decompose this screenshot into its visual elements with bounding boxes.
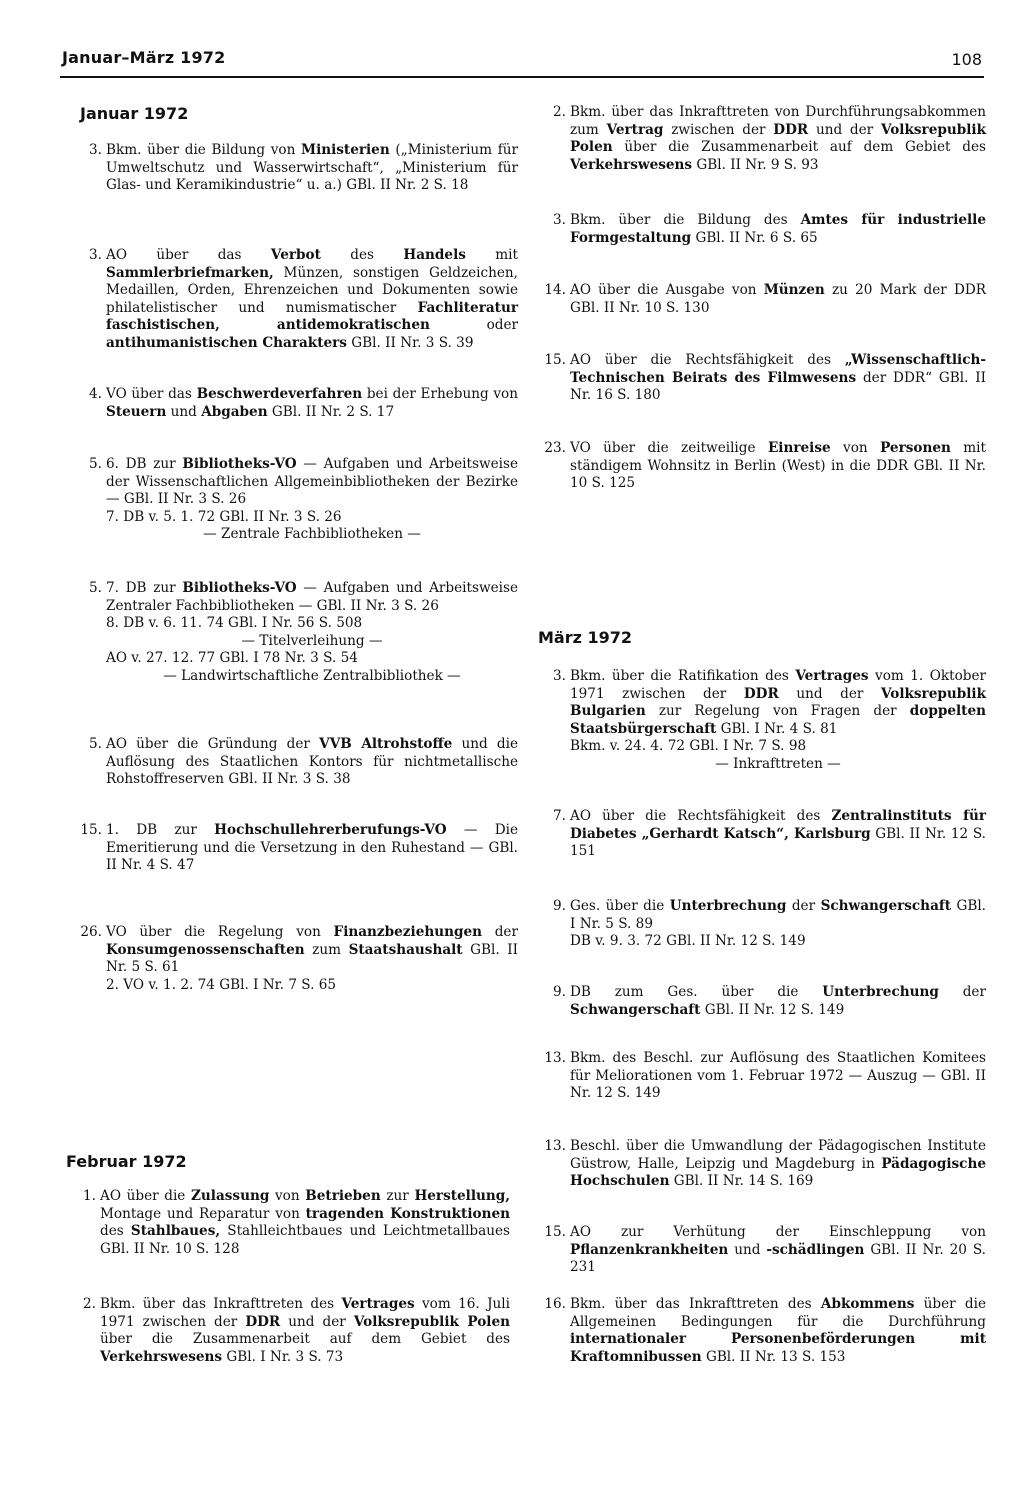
page-number: 108	[951, 50, 982, 69]
entry-text-span: und	[166, 403, 202, 420]
entry-text-span: — Die Emeritierung und die Versetzung in den Ruhestand — GBl. II Nr. 4 S. 47	[106, 822, 518, 874]
entry-text-span: bei der Erhebung von	[362, 386, 518, 402]
register-entry	[530, 282, 986, 317]
entry-text-span: der	[482, 924, 518, 940]
register-entry	[530, 352, 986, 405]
entry-keyword: Handels	[403, 247, 466, 263]
entry-text	[106, 247, 518, 353]
entry-keyword: Sammlerbriefmarken,	[106, 264, 274, 281]
entry-keyword: Vertrag	[606, 121, 664, 138]
entry-keyword: Verbot	[270, 247, 321, 263]
entry-note: — Zentrale Fachbibliotheken —	[203, 526, 421, 543]
entry-keyword: Vertrages	[341, 1296, 415, 1312]
entry-text	[106, 822, 518, 875]
entry-text-span: vom 1. Oktober 1971 zwischen der	[570, 668, 986, 702]
entry-text-span: GBl. II Nr. 6 S. 65	[691, 229, 818, 246]
register-entry	[530, 1296, 986, 1366]
entry-text-span: oder	[429, 317, 518, 334]
entry-keyword: Herstellung,	[414, 1188, 511, 1204]
entry-text-span: GBl. II Nr. 3 S. 39	[346, 334, 474, 351]
entry-keyword: Stahlbaues,	[130, 1223, 221, 1240]
entry-text-span: zwischen der	[663, 121, 774, 138]
entry-text-span: GBl. II Nr. 13 S. 153	[701, 1348, 846, 1365]
entry-keyword: Betrieben	[305, 1188, 381, 1204]
entry-keyword: Einreise	[767, 440, 831, 456]
entry-amendment: — Landwirtschaftliche Zentralbibliothek —	[163, 667, 461, 684]
entry-text-span: des	[100, 1223, 131, 1240]
entry-day: 15.	[544, 352, 566, 368]
entry-amendment: AO v. 27. 12. 77 GBl. I 78 Nr. 3 S. 54	[106, 650, 358, 667]
month-heading-januar: Januar 1972	[80, 104, 189, 123]
entry-text-span: AO über das	[106, 247, 271, 263]
entry-text-span: der	[786, 898, 821, 914]
entry-text-span: AO über die Ausgabe von	[570, 282, 764, 298]
entry-text-span: GBl. I Nr. 5 S. 89	[570, 898, 987, 932]
entry-text-span: und	[728, 1241, 767, 1258]
month-heading-maerz: März 1972	[538, 628, 633, 647]
month-heading-februar: Februar 1972	[66, 1152, 187, 1171]
entry-text-span: über die Zusammenarbeit auf dem Gebiet des	[100, 1331, 510, 1348]
register-entry	[66, 142, 518, 195]
entry-text	[106, 924, 518, 994]
entry-text-span: und der	[280, 1313, 354, 1330]
entry-text-span: von	[830, 440, 881, 456]
register-entry	[66, 736, 518, 789]
entry-text	[106, 386, 518, 421]
date-range-title: Januar–März 1972	[62, 48, 226, 67]
entry-text-span: GBl. I Nr. 4 S. 81	[716, 720, 838, 737]
entry-keyword: Zentralinstituts für Diabetes „Gerhardt Katsch“, Karlsburg	[570, 808, 986, 842]
register-entry	[66, 924, 518, 994]
entry-keyword: doppelten Staatsbürgerschaft	[570, 703, 986, 737]
register-entry	[530, 1050, 986, 1103]
entry-text-span: der DDR“ GBl. II Nr. 16 S. 180	[570, 369, 986, 404]
entry-keyword: Schwangerschaft	[570, 1001, 701, 1018]
entry-day: 1.	[83, 1188, 96, 1204]
entry-amendment: DB v. 9. 3. 72 GBl. II Nr. 12 S. 149	[570, 933, 806, 950]
entry-text-span: Bkm. über die Bildung des	[570, 212, 801, 228]
entry-text-span: AO über die	[100, 1188, 191, 1204]
entry-text-span: GBl. II Nr. 2 S. 17	[267, 403, 395, 420]
entry-day: 3.	[553, 668, 566, 684]
entry-keyword: -schädlingen	[766, 1241, 865, 1258]
entry-text-span: VO über die zeitweilige	[570, 440, 768, 456]
entry-keyword: Beschwerdeverfahren	[196, 386, 363, 402]
entry-text-span: und der	[808, 121, 881, 138]
entry-text-span: 6. DB zur	[106, 456, 183, 472]
entry-text-span: — Aufgaben und Arbeitsweise der Wissenschaftlichen Allgemeinbibliotheken der Bezirke — GBl. II Nr. 3 S. 26	[106, 456, 518, 508]
entry-text	[106, 736, 518, 789]
entry-text-span: Stahlleichtbaues und Leichtmetallbaues GBl. II Nr. 10 S. 128	[100, 1223, 511, 1257]
entry-text-span: zur	[380, 1188, 415, 1204]
entry-keyword: Bibliotheks-VO	[182, 580, 297, 596]
entry-day: 3.	[553, 212, 566, 228]
page-header	[60, 46, 984, 78]
entry-day: 15.	[80, 822, 102, 838]
entry-day: 5.	[89, 580, 102, 596]
register-entry	[60, 1296, 510, 1366]
entry-day: 26.	[80, 924, 102, 940]
entry-text-span: Bkm. über das Inkrafttreten von Durchführungsabkommen zum	[570, 104, 986, 138]
entry-text-span: AO über die Rechtsfähigkeit des	[570, 352, 845, 368]
entry-text-span: über die Allgemeinen Bedingungen für die Durchführung	[570, 1296, 986, 1330]
entry-text-span: AO über die Gründung der	[106, 736, 320, 752]
entry-text	[106, 456, 518, 544]
entry-text-span: AO über die Rechtsfähigkeit des	[570, 808, 832, 824]
entry-keyword: Volksrepublik Polen	[570, 121, 986, 156]
register-entry	[530, 668, 986, 774]
entry-amendment: 2. VO v. 1. 2. 74 GBl. I Nr. 7 S. 65	[106, 976, 337, 993]
entry-keyword: Ministerien	[301, 142, 390, 158]
entry-text-span: Ges. über die	[570, 898, 670, 914]
entry-day: 3.	[89, 247, 102, 263]
entry-text-span: GBl. I Nr. 3 S. 73	[222, 1348, 344, 1365]
entry-keyword: Fachliteratur faschistischen, antidemokratischen	[106, 299, 518, 334]
entry-keyword: Abkommens	[820, 1296, 915, 1312]
entry-day: 5.	[89, 736, 102, 752]
entry-keyword: Verkehrswesens	[570, 156, 693, 173]
entry-day: 4.	[89, 386, 102, 402]
register-entry	[530, 104, 986, 174]
entry-text	[570, 352, 986, 405]
entry-text-span: Bkm. des Beschl. zur Auflösung des Staatlichen Komitees für Meliorationen vom 1. Februar 1972 — Auszug — GBl. II Nr. 12 S. 149	[570, 1050, 986, 1102]
entry-day: 3.	[89, 142, 102, 158]
entry-day: 13.	[544, 1050, 566, 1066]
entry-day: 23.	[544, 440, 566, 456]
entry-text	[570, 808, 986, 861]
entry-text	[570, 282, 986, 317]
entry-text-span: GBl. II Nr. 9 S. 93	[692, 156, 819, 173]
entry-text-span: des	[320, 247, 404, 263]
entry-text-span: mit	[465, 247, 518, 263]
entry-text	[570, 440, 986, 493]
entry-day: 13.	[544, 1138, 566, 1154]
entry-keyword: Personen	[880, 440, 951, 456]
entry-text-span: 7. DB zur	[106, 580, 183, 596]
entry-text-span: Bkm. über das Inkrafttreten des	[100, 1296, 342, 1312]
register-entry	[530, 440, 986, 493]
entry-text-span: mit ständigem Wohnsitz in Berlin (West) in die DDR GBl. II Nr. 10 S. 125	[570, 440, 986, 492]
entry-day: 7.	[553, 808, 566, 824]
entry-text-span: Münzen, sonstigen Geldzeichen, Medaillen, Orden, Ehrenzeichen und Dokumenten sowie philatelistischer und numismatischer	[106, 264, 518, 316]
entry-text-span: der	[938, 984, 986, 1000]
entry-text	[100, 1296, 510, 1366]
entry-keyword: antihumanistischen Charakters	[106, 334, 347, 351]
entry-text	[570, 212, 986, 247]
entry-text	[570, 898, 986, 951]
entry-keyword: Unterbrechung	[669, 898, 787, 914]
entry-text	[570, 104, 986, 174]
entry-text	[570, 1224, 986, 1277]
entry-amendment: 8. DB v. 6. 11. 74 GBl. I Nr. 56 S. 508	[106, 615, 363, 632]
entry-text-span: GBl. II Nr. 12 S. 151	[570, 825, 986, 860]
register-entry	[530, 1138, 986, 1191]
entry-day: 14.	[544, 282, 566, 298]
entry-keyword: DDR	[773, 121, 809, 138]
entry-text-span: GBl. II Nr. 14 S. 169	[669, 1173, 814, 1190]
entry-keyword: Amtes für industrielle Formgestaltung	[570, 212, 986, 246]
entry-keyword: internationaler Personenbeförderungen mit Kraftomnibussen	[570, 1331, 986, 1365]
entry-text-span: AO zur Verhütung der Einschleppung von	[570, 1224, 986, 1240]
entry-day: 9.	[553, 898, 566, 914]
entry-text	[570, 668, 986, 774]
entry-note: — Inkrafttreten —	[715, 755, 841, 772]
entry-keyword: Volksrepublik Polen	[353, 1313, 511, 1330]
entry-text	[100, 1188, 510, 1258]
entry-day: 2.	[83, 1296, 96, 1312]
entry-text-span: GBl. II Nr. 12 S. 149	[700, 1001, 845, 1018]
entry-keyword: Schwangerschaft	[820, 898, 951, 914]
entry-keyword: Münzen	[763, 282, 825, 298]
register-entry	[66, 386, 518, 421]
entry-keyword: Steuern	[106, 403, 167, 420]
entry-text	[570, 984, 986, 1019]
entry-day: 15.	[544, 1224, 566, 1240]
entry-keyword: Abgaben	[201, 403, 268, 420]
entry-amendment: 7. DB v. 5. 1. 72 GBl. II Nr. 3 S. 26	[106, 508, 342, 525]
entry-text-span: GBl. II Nr. 5 S. 61	[106, 941, 519, 976]
entry-keyword: Hochschullehrerberufungs-VO	[214, 822, 447, 838]
entry-text-span: („Ministerium für Umweltschutz und Wasserwirtschaft“, „Ministerium für Glas- und Keramikindustrie“ u. a.) GBl. II Nr. 2 S. 18	[106, 142, 518, 194]
entry-text-span: von	[269, 1188, 306, 1204]
entry-keyword: VVB Altrohstoffe	[319, 736, 453, 752]
entry-amendment: Bkm. v. 24. 4. 72 GBl. I Nr. 7 S. 98	[570, 738, 807, 755]
entry-text-span: und die Auflösung des Staatlichen Kontors für nichtmetallische Rohstoffreserven GBl. II Nr. 3 S. 38	[106, 736, 518, 788]
entry-day: 2.	[553, 104, 566, 120]
entry-keyword: Finanzbeziehungen	[333, 924, 483, 940]
entry-text-span: über die Zusammenarbeit auf dem Gebiet des	[612, 139, 986, 156]
entry-text-span: zur Regelung von Fragen der	[645, 703, 910, 720]
register-entry	[66, 580, 518, 686]
entry-text	[570, 1296, 986, 1366]
entry-day: 16.	[544, 1296, 566, 1312]
entry-text-span: Bkm. über die Ratifikation des	[570, 668, 796, 684]
register-entry	[60, 1188, 510, 1258]
register-entry	[530, 898, 986, 951]
entry-day: 5.	[89, 456, 102, 472]
register-entry	[530, 808, 986, 861]
entry-text	[106, 142, 518, 195]
entry-keyword: Unterbrechung	[822, 984, 939, 1000]
entry-text-span: Beschl. über die Umwandlung der Pädagogischen Institute Güstrow, Halle, Leipzig und Magdeburg in	[570, 1138, 986, 1172]
entry-keyword: Pädagogische Hochschulen	[570, 1155, 986, 1190]
entry-text	[570, 1050, 986, 1103]
register-entry	[530, 984, 986, 1019]
entry-text-span: vom 16. Juli 1971 zwischen der	[100, 1296, 510, 1330]
entry-text-span: DB zum Ges. über die	[570, 984, 823, 1000]
entry-keyword: Staatshaushalt	[348, 941, 463, 958]
entry-text-span: GBl. II Nr. 20 S. 231	[570, 1241, 986, 1276]
entry-text	[570, 1138, 986, 1191]
entry-keyword: tragenden Konstruktionen	[305, 1205, 510, 1222]
entry-text-span: Bkm. über das Inkrafttreten des	[570, 1296, 821, 1312]
entry-text-span: zum	[304, 941, 349, 958]
register-entry	[66, 456, 518, 544]
entry-keyword: Pflanzenkrankheiten	[570, 1241, 729, 1258]
entry-keyword: Bibliotheks-VO	[182, 456, 297, 472]
register-entry	[530, 1224, 986, 1277]
entry-keyword: DDR	[245, 1313, 281, 1330]
entry-text-span: zu 20 Mark der DDR GBl. II Nr. 10 S. 130	[570, 282, 986, 316]
entry-keyword: „Wissenschaftlich-Technischen Beirats des Filmwesens	[570, 352, 986, 386]
register-entry	[530, 212, 986, 247]
entry-keyword: Vertrages	[795, 668, 869, 684]
entry-text-span: VO über die Regelung von	[106, 924, 334, 940]
register-entry	[66, 247, 518, 353]
entry-day: 9.	[553, 984, 566, 1000]
entry-text-span: und der	[778, 685, 881, 702]
entry-text-span: 1. DB zur	[106, 822, 215, 838]
entry-keyword: Zulassung	[191, 1188, 270, 1204]
entry-keyword: Konsumgenossenschaften	[106, 941, 305, 958]
entry-text	[106, 580, 518, 686]
entry-text-span: Bkm. über die Bildung von	[106, 142, 302, 158]
register-entry	[66, 822, 518, 875]
entry-text-span: — Aufgaben und Arbeitsweise Zentraler Fachbibliotheken — GBl. II Nr. 3 S. 26	[106, 580, 518, 614]
entry-keyword: Volksrepublik Bulgarien	[570, 685, 987, 720]
entry-keyword: DDR	[743, 685, 779, 702]
entry-amendment: — Titelverleihung —	[241, 632, 383, 649]
entry-text-span: Montage und Reparatur von	[100, 1205, 306, 1222]
entry-keyword: Verkehrswesens	[100, 1348, 223, 1365]
entry-text-span: VO über das	[106, 386, 197, 402]
